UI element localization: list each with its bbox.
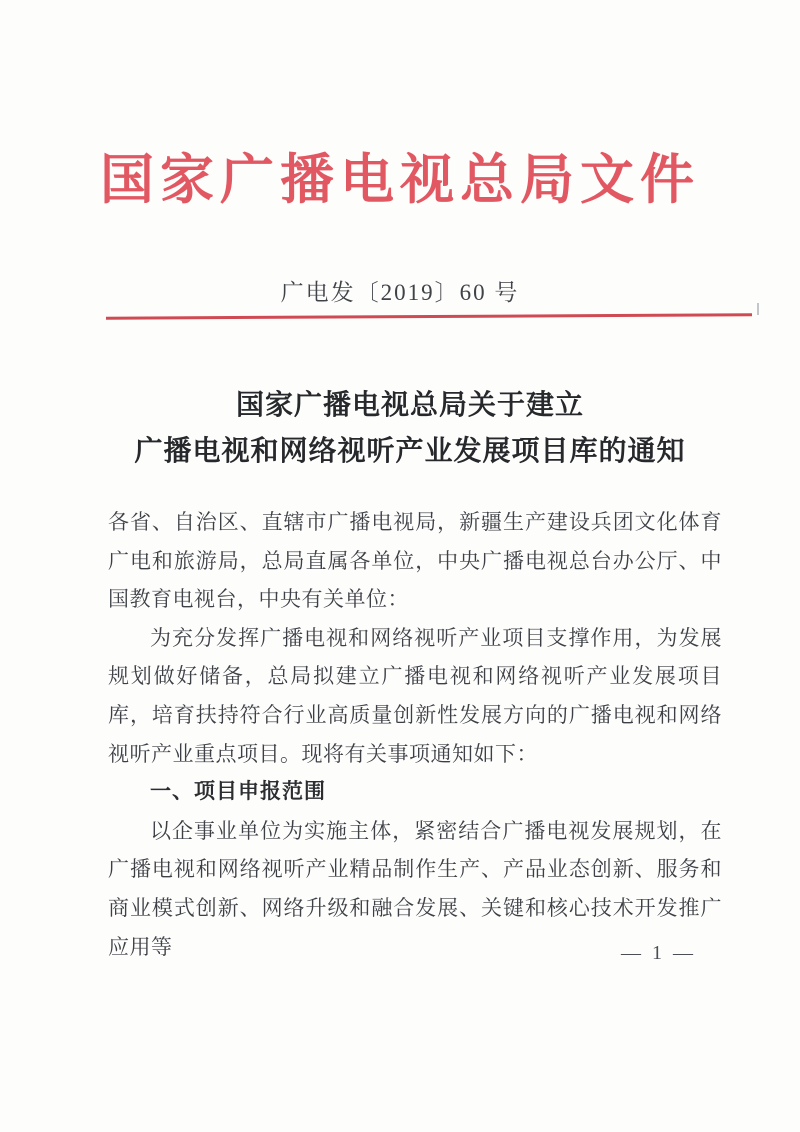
section1-paragraph: 以企事业单位为实施主体，紧密结合广播电视发展规划，在广播电视和网络视听产业精品制作生产、产品业态创新、服务和商业模式创新、网络升级和融合发展、关键和核心技术开发推广应用等 (108, 818, 722, 959)
scan-artifact-tick (757, 303, 759, 315)
letterhead-divider-line (106, 313, 752, 319)
notice-title-line1: 国家广播电视总局关于建立 (235, 390, 584, 421)
intro-paragraph: 为充分发挥广播电视和网络视听产业项目支撑作用，为发展规划做好储备，总局拟建立广播电视和网络视听产业发展项目库，培育扶持符合行业高质量创新性发展方向的广播电视和网络视听产业重点项目。现将有关事项通知如下： (108, 625, 722, 766)
document-body (108, 503, 722, 966)
document-number: 广电发〔2019〕60 号 (280, 280, 520, 305)
letterhead-title: 国家广播电视总局文件 (100, 150, 700, 210)
addressees-paragraph: 各省、自治区、直辖市广播电视局，新疆生产建设兵团文化体育广电和旅游局，总局直属各单位，中央广播电视总台办公厅、中国教育电视台，中央有关单位： (108, 510, 722, 612)
page-number: — 1 — (621, 942, 696, 964)
notice-title-line2: 广播电视和网络视听产业发展项目库的通知 (134, 436, 686, 467)
notice-title (100, 383, 720, 475)
section1-heading: 一、项目申报范围 (150, 780, 326, 804)
